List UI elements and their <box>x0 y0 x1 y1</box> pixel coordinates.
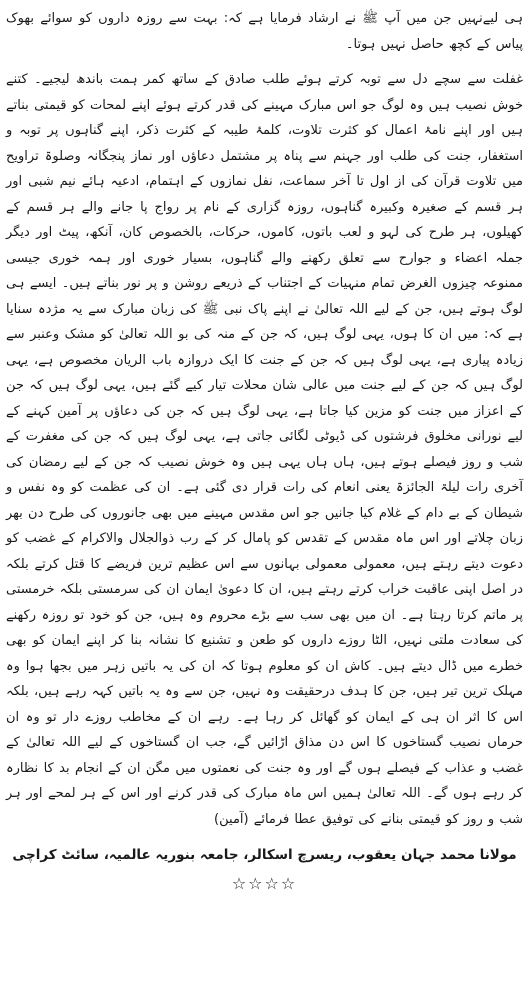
article-paragraph-2: غفلت سے سچے دل سے توبہ کرتے ہوئے طلب صادق کے ساتھ کمر ہمت باندھ لیجیے۔ کتنے خوش نصیب ہیں وہ لوگ جو اس مبارک مہینے کی قدر کرتے ہوئے اپنے لمحات کو قیمتی بناتے ہیں اور اپنے نامۂ اعمال کو کثرت تلاوت، کلمۂ طیبہ کے کثرت ذکر، اپنے گناہوں پر توبہ و استغفار، جنت کی طلب اور جہنم سے پناہ پر مشتمل دعاؤں اور نماز پنجگانہ وصلوۃ تراویح میں تلاوت قرآن کی از اول تا آخر سماعت، نفل نمازوں کے اہتمام، ادعیہ ہائے نیم شبی اور ہر قسم کے صغیرہ وکبیرہ گناہوں، روزہ گزاری کے نام پر رواج پا جانے والے ہر قسم کے کھیلوں، ہر طرح کی لہو و لعب باتوں، کاموں، حرکات، بالخصوص کان، آنکھ، پیٹ اور دیگر جملہ اعضاء و جوارح سے تعلق رکھنے والے گناہوں، بسیار خوری اور ہمہ خوری جیسی ممنوعہ چیزوں الغرض تمام منہیات کے اجتناب کے ذریعے روشن و پر نور بناتے ہیں۔ ایسے ہی لوگ ہوتے ہیں، جن کے لیے اللہ تعالیٰ نے اپنے پاک نبی ﷺ کی زبان مبارک سے یہ مژدہ سنایا ہے کہ: میں ان کا ہوں، یہی لوگ ہیں، کہ جن کے منہ کی بو اللہ تعالیٰ کو مشک وعنبر سے زیادہ پیاری ہے، یہی لوگ ہیں کہ جن کے جنت کا ایک دروازہ باب الریان مخصوص ہے، یہی لوگ ہیں کہ جن کے لیے جنت میں عالی شان محلات تیار کیے گئے ہیں، یہی لوگ ہیں کہ جن کے اعزاز میں جنت کو مزین کیا جاتا ہے، یہی لوگ ہیں کہ جن کی دعاؤں پر آمین کہنے کے لیے نورانی مخلوق فرشتوں کی ڈیوٹی لگائی جاتی ہے، یہی لوگ ہیں کہ جن کی مغفرت کے شب و روز فیصلے ہوتے ہیں، ہاں ہاں یہی ہیں وہ خوش نصیب کہ جن کے لیے رمضان کی آخری رات لیلۃ الجائزۃ یعنی انعام کی رات قرار دی گئی ہے۔ ان کی عظمت کو وہ نفس و شیطان کے بے دام کے غلام کیا جانیں جو اس مقدس مہینے میں بھی جانوروں کی طرح دن بھر زبان چلاتے اور اس ماہ مقدس کے تقدس کو پامال کر کے رب ذوالجلال والاکرام کے غضب کو دعوت دیتے رہتے ہیں، معمولی معمولی بہانوں سے اس عظیم ترین فریضے کا قتل کرتے بلکہ در اصل اپنی عاقبت خراب کرتے رہتے ہیں، ان کا دعویٰ ایمان ان کی سرمستی بلکہ خرمستی پر ماتم کرتا رہتا ہے۔ ان میں بھی سب سے بڑے محروم وہ ہیں، جن کو خود تو روزہ رکھنے کی سعادت ملتی نہیں، الٹا روزے داروں کو طعن و تشنیع کا نشانہ بنا کر اپنے ایمان کو بھی خطرے میں ڈال دیتے ہیں۔ کاش ان کو معلوم ہوتا کہ ان کی یہ باتیں زہر میں بجھا ہوا وہ مہلک ترین تیر ہیں، جن کا ہدف درحقیقت وہ نہیں، جن سے وہ یہ باتیں کہہ رہے ہیں، بلکہ اس کا اثر ان ہی کے ایمان کو گھائل کر رہا ہے۔ رہے ان کے مخاطب روزے دار تو وہ ان حرماں نصیب گستاخوں کا اس دن مذاق اڑائیں گے، جب ان گستاخوں کے لیے اللہ تعالیٰ کے غضب و عذاب کے فیصلے ہوں گے اور وہ جنت کی نعمتوں میں مگن ان کے انجام بد کا نظارہ کر رہے ہوں گے۔ اللہ تعالیٰ ہمیں اس ماہ مبارک کی قدر کرنے اور اس کے ہر لمحے اور ہر شب و روز کو قیمتی بنانے کی توفیق عطا فرمائے (آمین) <box>6 72 523 827</box>
star-ornament-icon: ☆☆☆☆ <box>231 874 298 893</box>
article-paragraph-1: ہی لیےنہیں جن میں آپ ﷺ نے ارشاد فرمایا ہے کہ: بہت سے روزہ داروں کو سوائے بھوک پیاس کے کچھ حاصل نہیں ہوتا۔ <box>6 11 523 52</box>
author-byline: مولانا محمد جہان یعقوب، ریسرچ اسکالر، جامعہ بنوریہ عالمیہ، سائٹ کراچی <box>12 847 517 863</box>
